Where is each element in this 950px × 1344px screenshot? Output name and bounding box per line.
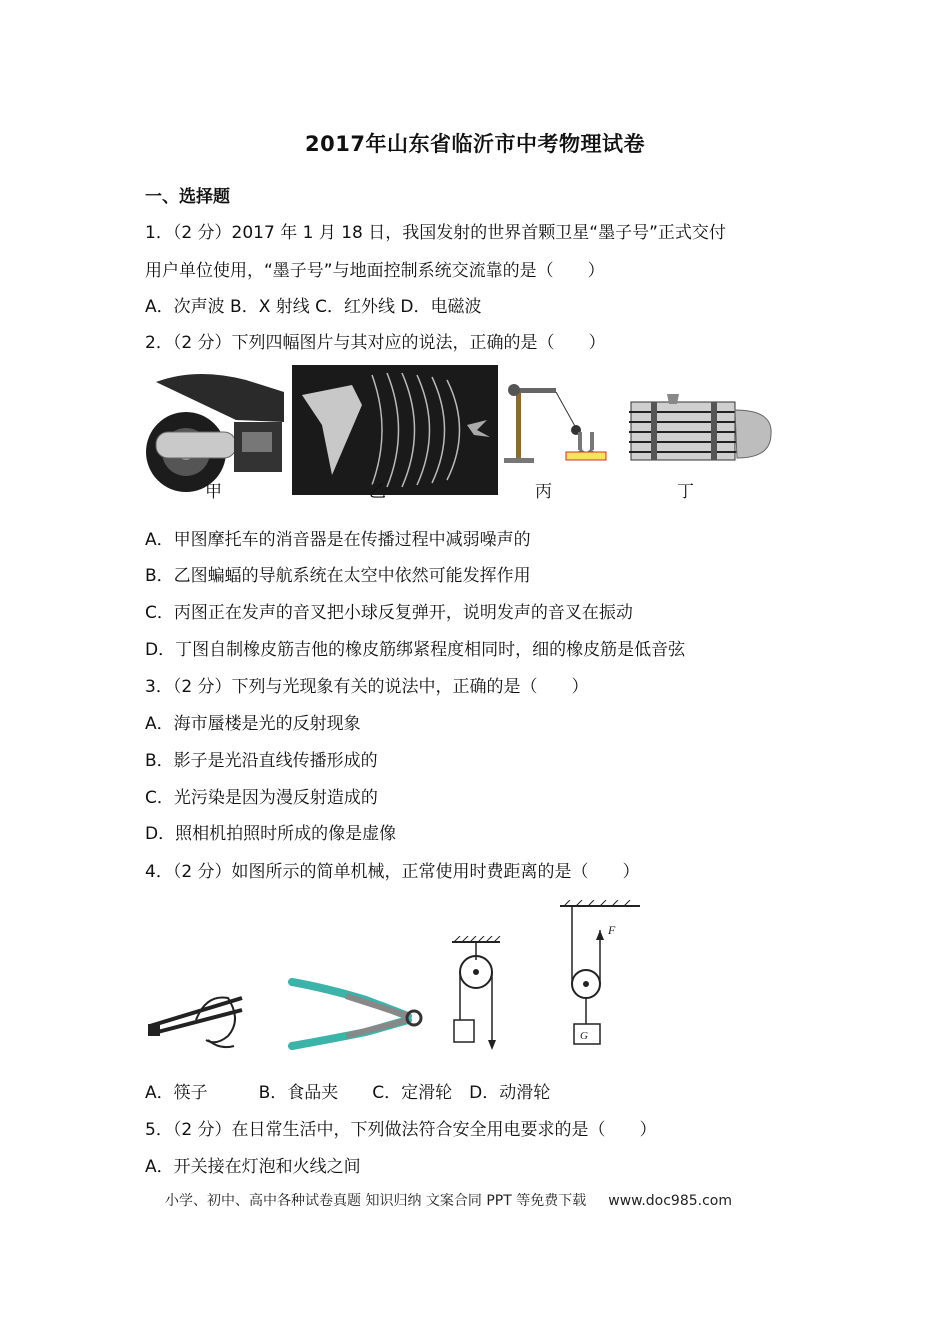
q1-stem-line1: 1．（2 分）2017 年 1 月 18 日，我国发射的世界首颗卫星“墨子号”正式交付 — [145, 223, 726, 243]
force-label: F — [608, 923, 616, 937]
q3-option-a: A．海市蜃楼是光的反射现象 — [145, 714, 361, 734]
page-footer — [165, 1190, 732, 1210]
q2-option-c: C．丙图正在发声的音叉把小球反复弹开，说明发声的音叉在振动 — [145, 603, 633, 623]
q4-stem: 4．（2 分）如图所示的简单机械，正常使用时费距离的是（ ） — [145, 862, 640, 882]
fixed-pulley-image — [446, 936, 506, 1056]
food-tongs-image — [286, 974, 426, 1054]
q4-options: A．筷子 B．食品夹 C．定滑轮 D．动滑轮 — [145, 1083, 551, 1103]
q3-stem: 3．（2 分）下列与光现象有关的说法中，正确的是（ ） — [145, 677, 589, 697]
q1-stem-line2: 用户单位使用，“墨子号”与地面控制系统交流靠的是（ ） — [145, 261, 605, 281]
tuning-fork-image — [500, 380, 610, 465]
bat-echolocation-image — [292, 365, 498, 495]
footer-url[interactable]: www.doc985.com — [608, 1193, 732, 1209]
q2-option-d: D．丁图自制橡皮筋吉他的橡皮筋绑紧程度相同时，细的橡皮筋是低音弦 — [145, 640, 686, 660]
q5-stem: 5．（2 分）在日常生活中，下列做法符合安全用电要求的是（ ） — [145, 1120, 657, 1140]
footer-text: 小学、初中、高中各种试卷真题 知识归纳 文案合同 PPT 等免费下载 — [165, 1193, 587, 1209]
q2-stem: 2．（2 分）下列四幅图片与其对应的说法，正确的是（ ） — [145, 333, 606, 353]
q2-option-a: A．甲图摩托车的消音器是在传播过程中减弱噪声的 — [145, 530, 531, 550]
section-heading: 一、选择题 — [145, 187, 230, 207]
figure-caption-jia: 甲 — [205, 482, 222, 502]
q2-option-b: B．乙图蝙蝠的导航系统在太空中依然可能发挥作用 — [145, 566, 531, 586]
q3-option-d: D．照相机拍照时所成的像是虚像 — [145, 824, 397, 844]
weight-label: G — [580, 1030, 588, 1042]
rubber-band-guitar-image — [625, 392, 775, 466]
figure-caption-yi: 乙 — [369, 482, 386, 502]
q3-option-c: C．光污染是因为漫反射造成的 — [145, 788, 378, 808]
q3-option-b: B．影子是光沿直线传播形成的 — [145, 751, 378, 771]
q5-option-a: A．开关接在灯泡和火线之间 — [145, 1157, 361, 1177]
motorcycle-image — [146, 362, 288, 496]
movable-pulley-image — [556, 900, 646, 1050]
page-title: 2017年山东省临沂市中考物理试卷 — [305, 132, 645, 156]
chopsticks-image — [146, 990, 246, 1050]
q1-options: A．次声波 B．X 射线 C．红外线 D．电磁波 — [145, 297, 482, 317]
figure-caption-ding: 丁 — [677, 482, 694, 502]
figure-caption-bing: 丙 — [535, 482, 552, 502]
